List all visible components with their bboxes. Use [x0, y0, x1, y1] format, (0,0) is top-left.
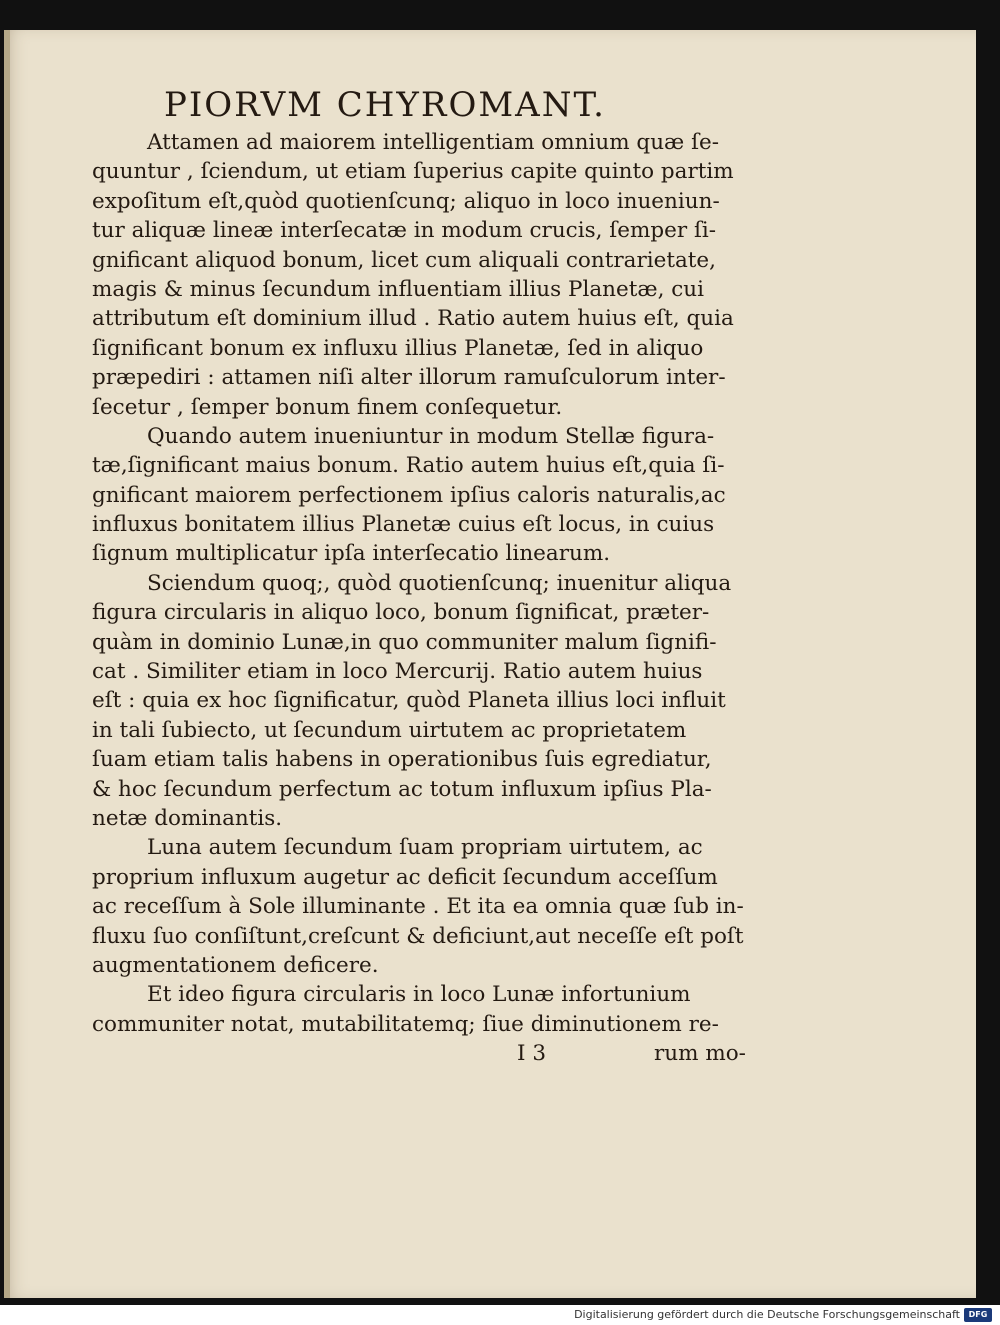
- signature-mark: I 3: [517, 1041, 547, 1067]
- text-line: quàm in dominio Lunæ,in quo communiter malum ſignifi-: [92, 629, 717, 655]
- text-line: & hoc ſecundum perfectum ac totum influxum ipſius Pla-: [92, 776, 712, 802]
- text-line: Sciendum quoq;, quòd quotienſcunq; inuenitur aliqua: [147, 570, 732, 596]
- text-line: augmentationem deficere.: [92, 952, 379, 978]
- text-block: [92, 84, 762, 1069]
- text-line: Et ideo figura circularis in loco Lunæ infortunium: [147, 982, 691, 1008]
- text-line: influxus bonitatem illius Planetæ cuius eſt locus, in cuius: [92, 512, 715, 538]
- text-line: gnificant maiorem perfectionem ipſius caloris naturalis,ac: [92, 482, 726, 508]
- text-line: cat . Similiter etiam in loco Mercurij. Ratio autem huius: [92, 659, 703, 685]
- text-line: expoſitum eſt,quòd quotienſcunq; aliquo in loco inueniun-: [92, 188, 720, 214]
- text-line: ac receſſum à Sole illuminante . Et ita ea omnia quæ ſub in-: [92, 894, 744, 920]
- text-line: præpediri : attamen niſi alter illorum ramuſculorum inter-: [92, 365, 726, 391]
- text-line: netæ dominantis.: [92, 805, 283, 831]
- book-page: [4, 30, 976, 1298]
- text-line: ſignum multiplicatur ipſa interſecatio linearum.: [92, 541, 611, 567]
- text-line: ſuam etiam talis habens in operationibus ſuis egrediatur,: [92, 747, 712, 773]
- dfg-logo-text: DFG: [968, 1310, 988, 1319]
- text-line: gnificant aliquod bonum, licet cum aliquali contrarietate,: [92, 247, 716, 273]
- text-line: tur aliquæ lineæ interſecatæ in modum crucis, ſemper ſi-: [92, 218, 717, 244]
- text-line: attributum eſt dominium illud . Ratio autem huius eſt, quia: [92, 306, 734, 332]
- footer-bar: [0, 1305, 1000, 1325]
- text-line: Quando autem inueniuntur in modum Stellæ figura-: [147, 423, 715, 449]
- body-text: [92, 128, 762, 1039]
- text-line: proprium influxum augetur ac deficit ſecundum acceſſum: [92, 864, 718, 890]
- text-line: quuntur , ſciendum, ut etiam ſuperius capite quinto partim: [92, 159, 734, 185]
- text-line: ſecetur , ſemper bonum finem conſequetur.: [92, 394, 563, 420]
- catchword: rum mo-: [654, 1041, 746, 1067]
- text-line: tæ,ſignificant maius bonum. Ratio autem huius eſt,quia ſi-: [92, 453, 725, 479]
- dfg-logo: [964, 1308, 992, 1322]
- text-line: Attamen ad maiorem intelligentiam omnium quæ ſe-: [147, 130, 720, 155]
- text-line: in tali ſubiecto, ut ſecundum uirtutem ac proprietatem: [92, 717, 687, 743]
- text-line: communiter notat, mutabilitatemq; ſiue diminutionem re-: [92, 1011, 719, 1037]
- text-line: fluxu ſuo conſiſtunt,creſcunt & deficiunt,aut neceſſe eſt poſt: [92, 923, 744, 949]
- text-line: Luna autem ſecundum ſuam propriam uirtutem, ac: [147, 835, 703, 861]
- page-gutter-edge: [4, 30, 10, 1298]
- running-head: PIORVM CHYROMANT.: [164, 85, 606, 125]
- text-line: figura circularis in aliquo loco, bonum ſignificat, præter-: [92, 600, 710, 626]
- text-line: magis & minus ſecundum influentiam illius Planetæ, cui: [92, 276, 705, 302]
- text-line: eſt : quia ex hoc ſignificatur, quòd Planeta illius loci influit: [92, 688, 726, 714]
- signature-line: [92, 1039, 762, 1068]
- funding-credit: Digitalisierung gefördert durch die Deutsche Forschungsgemeinschaft: [574, 1308, 960, 1321]
- text-line: ſignificant bonum ex influxu illius Planetæ, ſed in aliquo: [92, 335, 704, 361]
